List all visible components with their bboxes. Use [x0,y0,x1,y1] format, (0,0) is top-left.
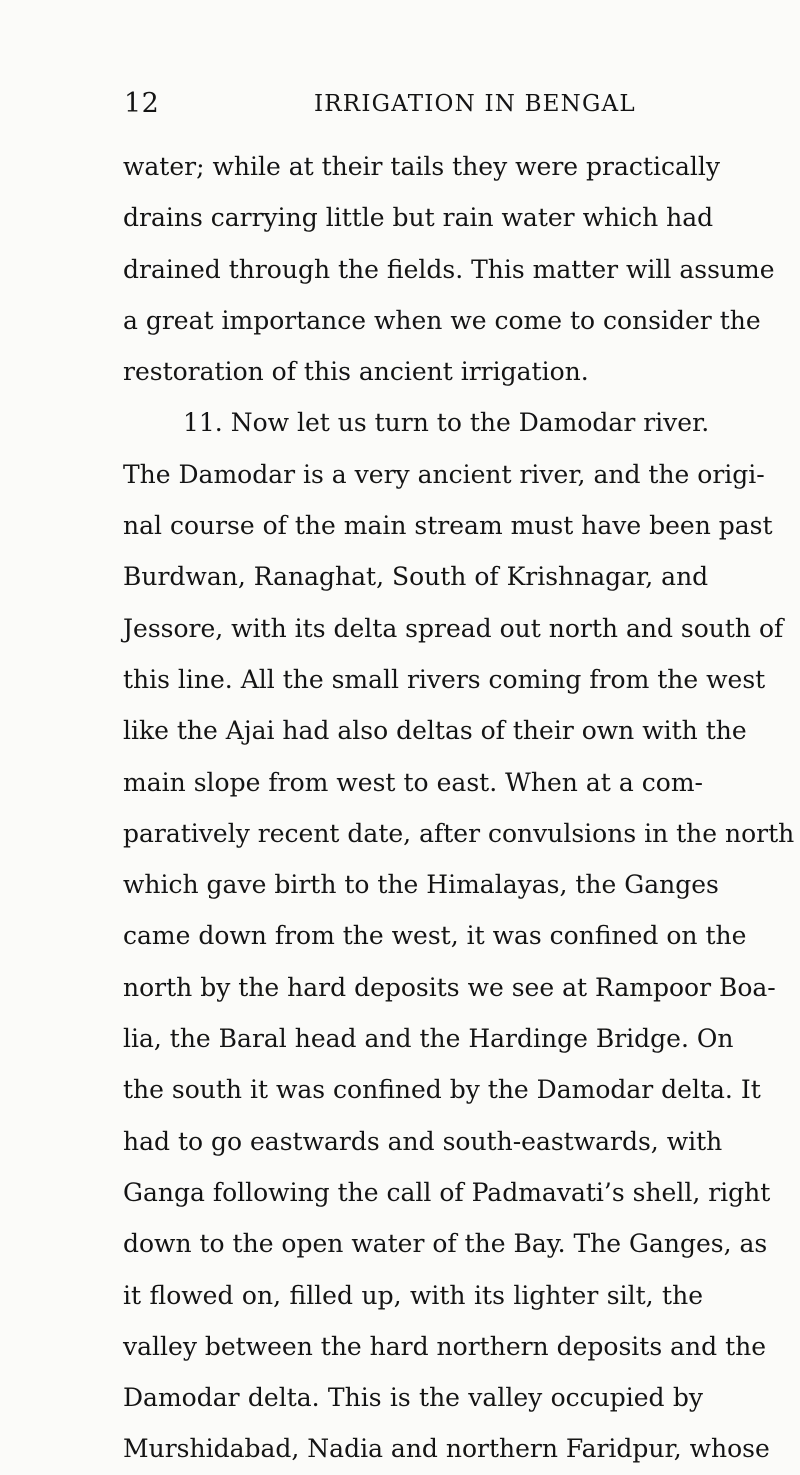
text-line: Jessore, with its delta spread out north and south of [123,613,784,643]
text-line: paratively recent date, after convulsions in the north [123,818,795,848]
text-line: restoration of this ancient irrigation. [123,357,589,387]
text-line: Murshidabad, Nadia and northern Faridpur, whose [123,1434,770,1464]
text-line: drains carrying little but rain water which had [123,203,714,233]
text-line: like the Ajai had also deltas of their own with the [123,716,747,746]
text-line: a great importance when we come to consider the [123,305,761,335]
text-line: had to go eastwards and south-eastwards, with [123,1126,723,1156]
running-head [124,82,704,126]
text-line: which gave birth to the Himalayas, the Ganges [123,870,719,900]
text-line: main slope from west to east. When at a com- [123,767,703,797]
text-line: down to the open water of the Bay. The Ganges, as [123,1229,768,1259]
text-line: The Damodar is a very ancient river, and the origi- [123,459,765,489]
text-line: Ganga following the call of Padmavati’s shell, right [123,1177,771,1207]
body-text [123,141,795,1475]
text-line: the south it was confined by the Damodar delta. It [123,1075,761,1105]
paragraph-start-line: 11. Now let us turn to the Damodar river. [183,408,710,438]
text-line: north by the hard deposits we see at Rampoor Boa- [123,972,776,1002]
text-line: it flowed on, filled up, with its lighter silt, the [123,1280,703,1310]
text-line: this line. All the small rivers coming from the west [123,664,766,694]
text-line: nal course of the main stream must have been past [123,511,773,541]
text-line: lia, the Baral head and the Hardinge Bridge. On [123,1024,734,1054]
text-line: Damodar delta. This is the valley occupied by [123,1383,703,1413]
text-line: valley between the hard northern deposits and the [123,1331,767,1361]
text-line: came down from the west, it was confined on the [123,921,747,951]
text-line: drained through the fields. This matter will assume [123,254,775,284]
running-title: IRRIGATION IN BENGAL [314,91,636,117]
text-line: water; while at their tails they were practically [123,152,720,181]
text-line: Burdwan, Ranaghat, South of Krishnagar, and [123,562,709,592]
page-number: 12 [124,88,160,119]
